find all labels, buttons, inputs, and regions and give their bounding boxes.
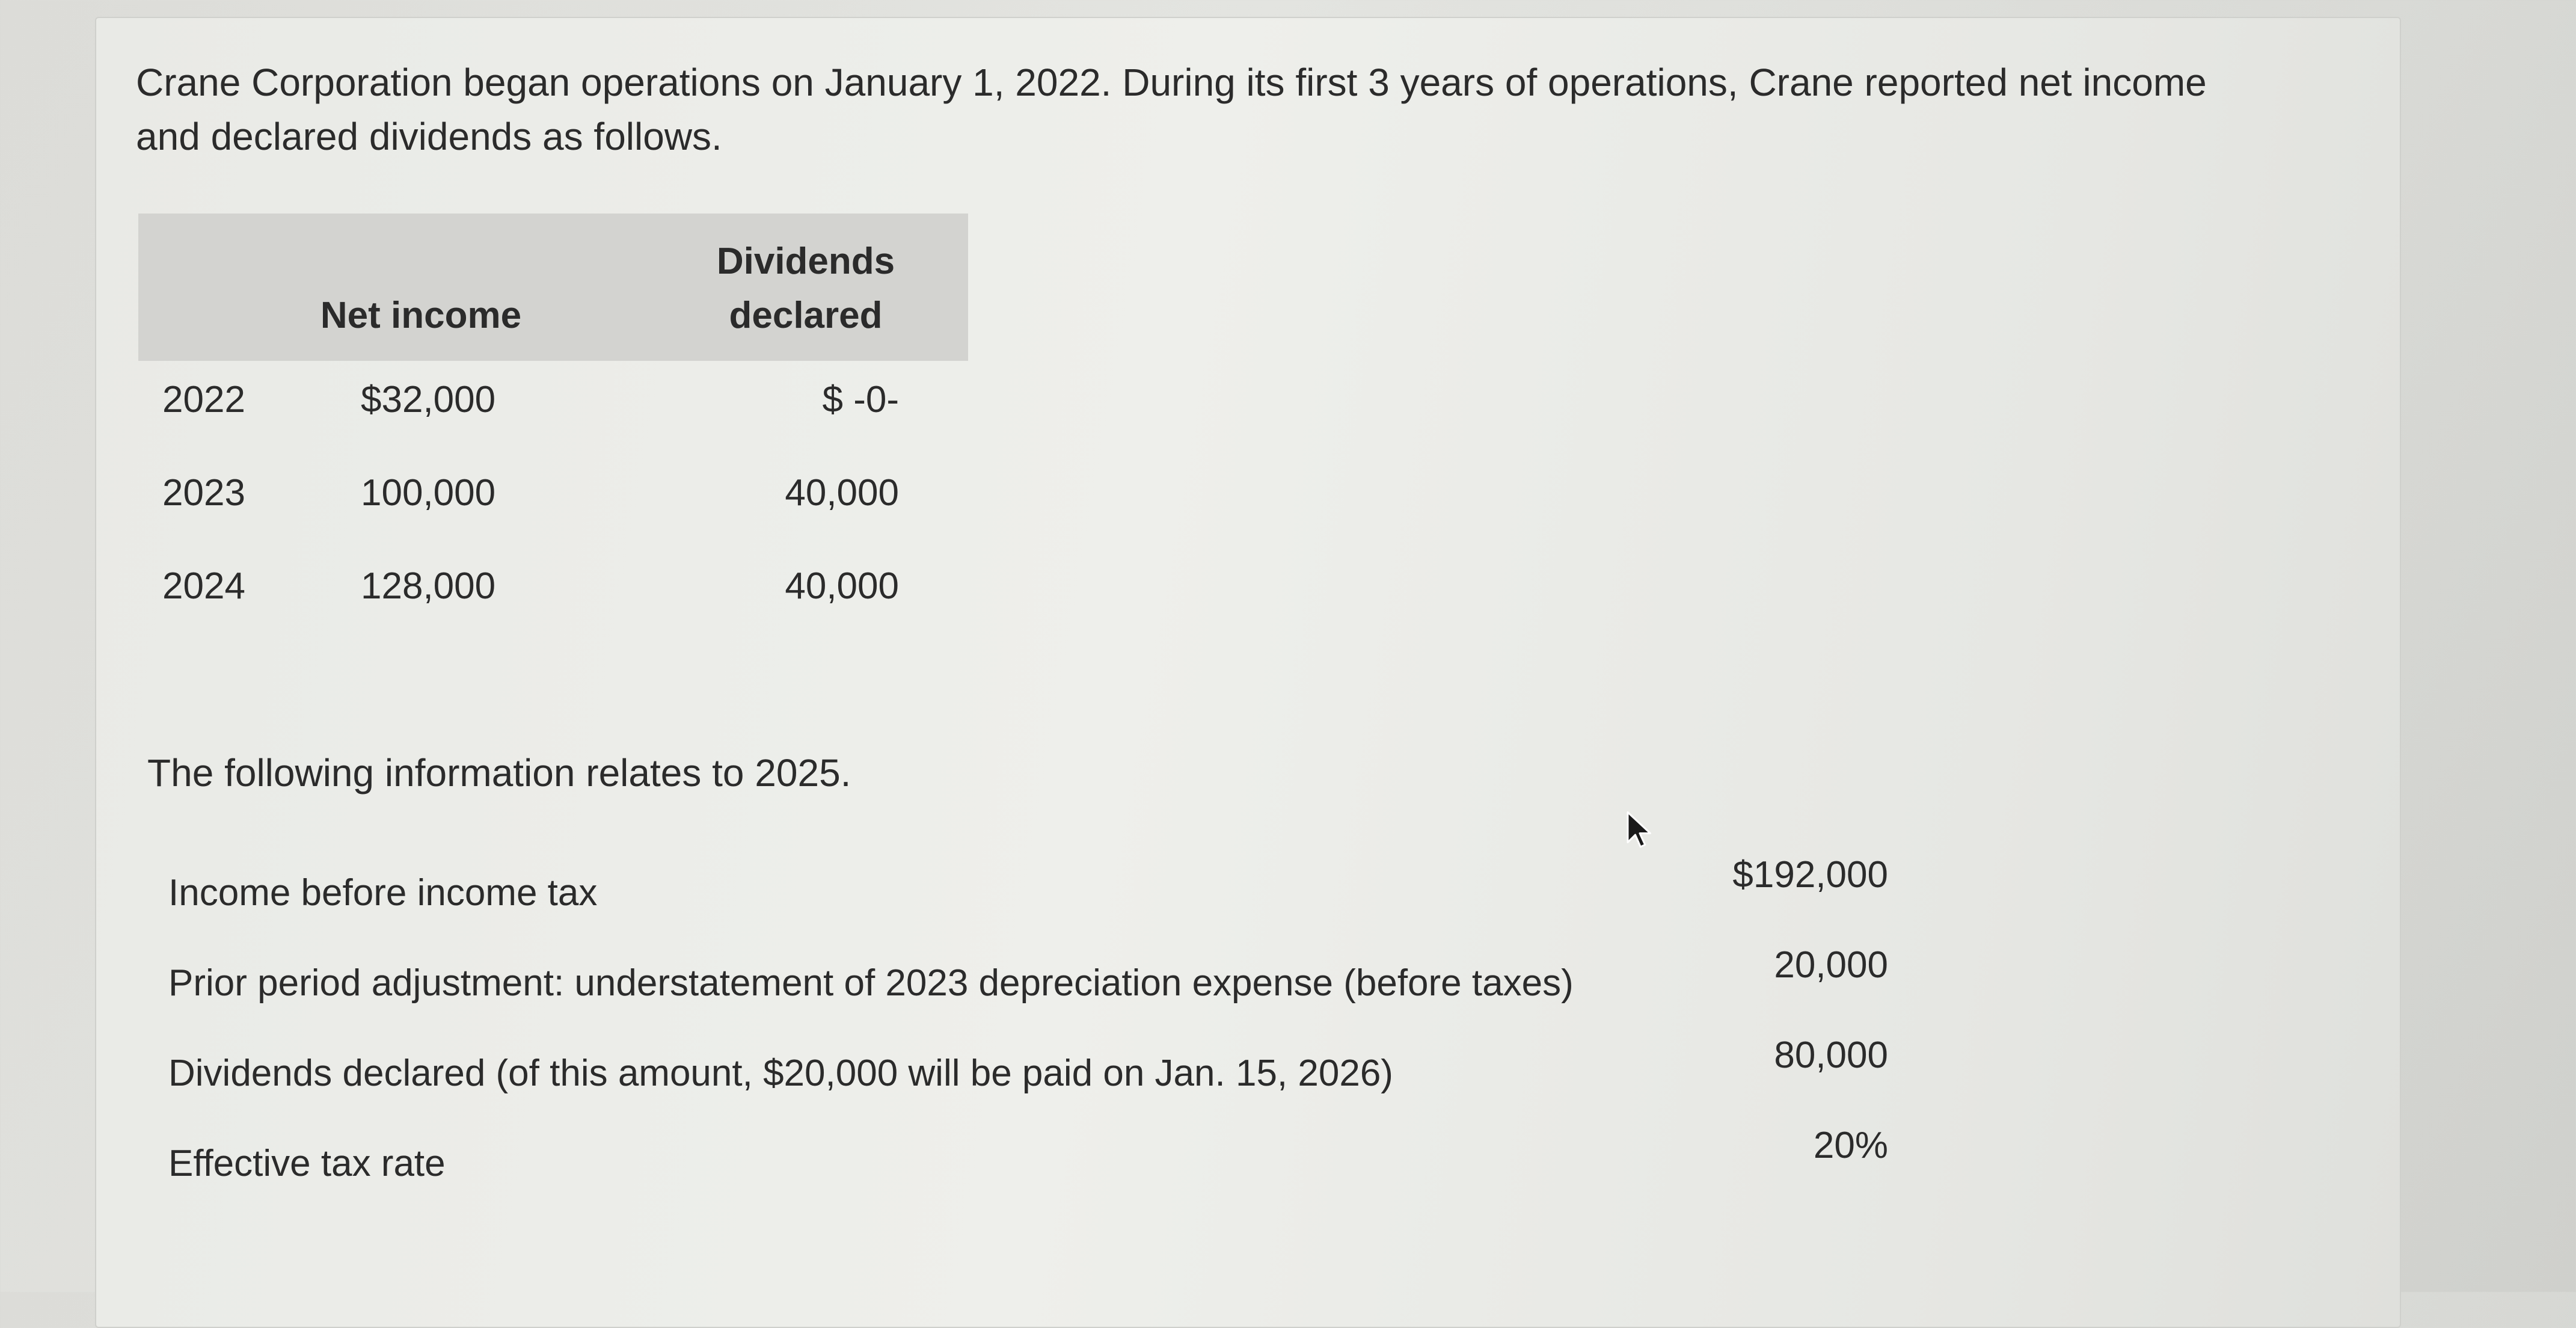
- header-net-income: Net income: [320, 295, 522, 336]
- row-net-income: $32,000: [361, 379, 496, 420]
- info-row-dividends-declared: [168, 1034, 1888, 1125]
- row-year: 2022: [162, 379, 245, 420]
- info-row-effective-tax-rate: [168, 1125, 1888, 1215]
- income-dividends-table: [138, 214, 968, 641]
- table-row: [138, 361, 968, 454]
- row-year: 2023: [162, 472, 245, 514]
- info-label: Dividends declared (of this amount, $20,000 will be paid on Jan. 15, 2026): [168, 1053, 1393, 1094]
- section-title-2025: The following information relates to 2025.: [147, 751, 851, 795]
- info-value: 80,000: [1774, 1034, 1888, 1076]
- info-2025-list: [168, 854, 1888, 1215]
- info-label: Effective tax rate: [168, 1143, 446, 1184]
- row-net-income: 128,000: [361, 565, 496, 607]
- problem-intro: Crane Corporation began operations on January 1, 2022. During its first 3 years of operations, Crane reported net income and declared dividends as follows.: [136, 61, 2207, 158]
- info-value: 20,000: [1774, 944, 1888, 986]
- table-header: [138, 214, 968, 361]
- info-value: $192,000: [1732, 854, 1888, 896]
- row-dividends: 40,000: [785, 565, 899, 607]
- table-row: [138, 547, 968, 641]
- info-label: Prior period adjustment: understatement of 2023 depreciation expense (before taxes): [168, 962, 1574, 1004]
- row-dividends: $ -0-: [822, 379, 899, 420]
- row-net-income: 100,000: [361, 472, 496, 514]
- info-value: 20%: [1813, 1125, 1888, 1166]
- info-row-prior-period-adjustment: [168, 944, 1888, 1034]
- info-row-income-before-tax: [168, 854, 1888, 944]
- row-dividends: 40,000: [785, 472, 899, 514]
- header-dividends-declared: Dividends declared: [716, 241, 895, 336]
- info-label: Income before income tax: [168, 872, 598, 914]
- mouse-pointer-icon: [1625, 811, 1655, 853]
- row-year: 2024: [162, 565, 245, 607]
- table-row: [138, 454, 968, 547]
